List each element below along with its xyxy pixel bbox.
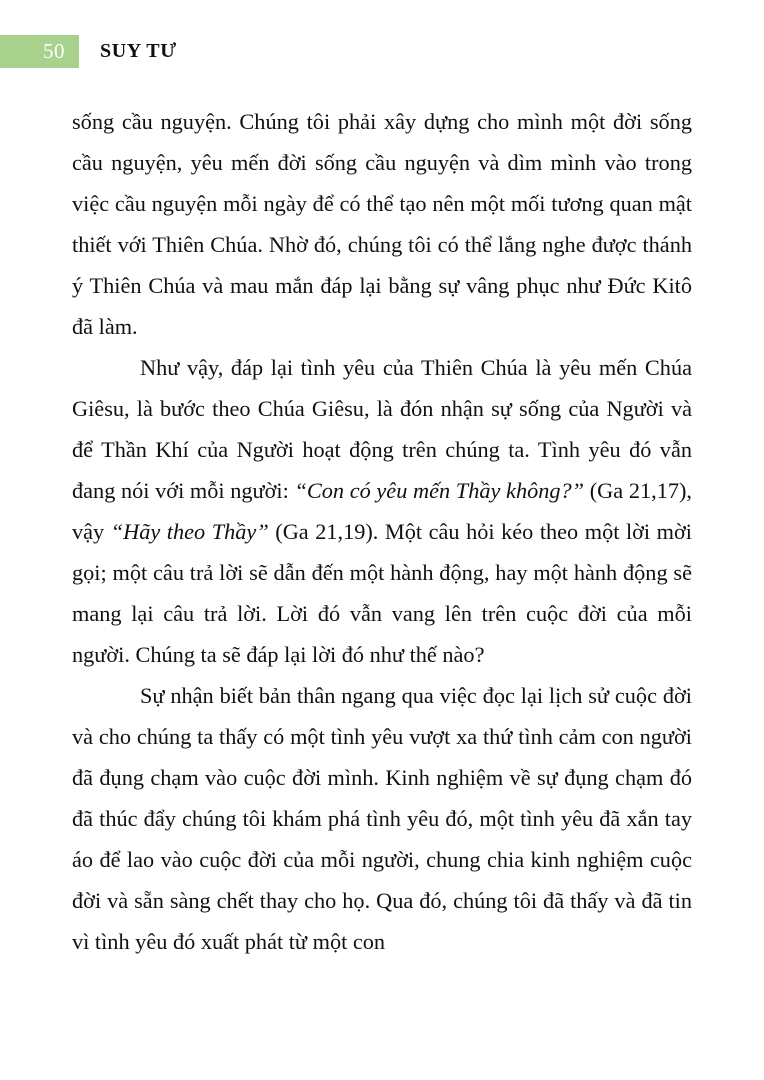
page-number: 50 (43, 39, 65, 63)
page-number-band (0, 35, 79, 68)
header-title: SUY TƯ (100, 40, 177, 62)
quoted-scripture-text: “Con có yêu mến Thầy không?” (294, 478, 585, 503)
paragraph-2 (72, 347, 692, 675)
body-text-run: Sự nhận biết bản thân ngang qua việc đọc lại lịch sử cuộc đời và cho chúng ta thấy có một tình yêu vượt xa thứ tình cảm con người đã đụng chạm vào cuộc đời mình. Kinh nghiệm về sự đụng chạm đó đã thúc đẩy chúng tôi khám phá tình yêu đó, một tình yêu đã xắn tay áo để lao vào cuộc đời của mỗi người, chung chia kinh nghiệm cuộc đời và sẵn sàng chết thay cho họ. Qua đó, chúng tôi đã thấy và đã tin vì tình yêu đó xuất phát từ một con (72, 683, 692, 954)
body-text-run: (Ga 21,19). Một câu hỏi kéo theo một lời mời gọi; một câu trả lời sẽ dẫn đến một hành động, hay một hành động sẽ mang lại câu trả lời. Lời đó vẫn vang lên trên cuộc đời của mỗi người. Chúng ta sẽ đáp lại lời đó như thế nào? (72, 519, 692, 667)
paragraph-1 (72, 101, 692, 347)
running-header (0, 35, 764, 68)
paragraph-3 (72, 675, 692, 962)
body-text-run: sống cầu nguyện. Chúng tôi phải xây dựng cho mình một đời sống cầu nguyện, yêu mến đời sống cầu nguyện và dìm mình vào trong việc cầu nguyện mỗi ngày để có thể tạo nên một mối tương quan mật thiết với Thiên Chúa. Nhờ đó, chúng tôi có thể lắng nghe được thánh ý Thiên Chúa và mau mắn đáp lại bằng sự vâng phục như Đức Kitô đã làm. (72, 109, 692, 339)
quoted-scripture-text: “Hãy theo Thầy” (110, 519, 269, 544)
body-text-run: (Ga 21,17), vậy (72, 478, 692, 544)
body-text-run: Như vậy, đáp lại tình yêu của Thiên Chúa là yêu mến Chúa Giêsu, là bước theo Chúa Giêsu, là đón nhận sự sống của Người và để Thần Khí của Người hoạt động trên chúng ta. Tình yêu đó vẫn đang nói với mỗi người: (72, 355, 692, 503)
body-text-column (72, 101, 692, 962)
